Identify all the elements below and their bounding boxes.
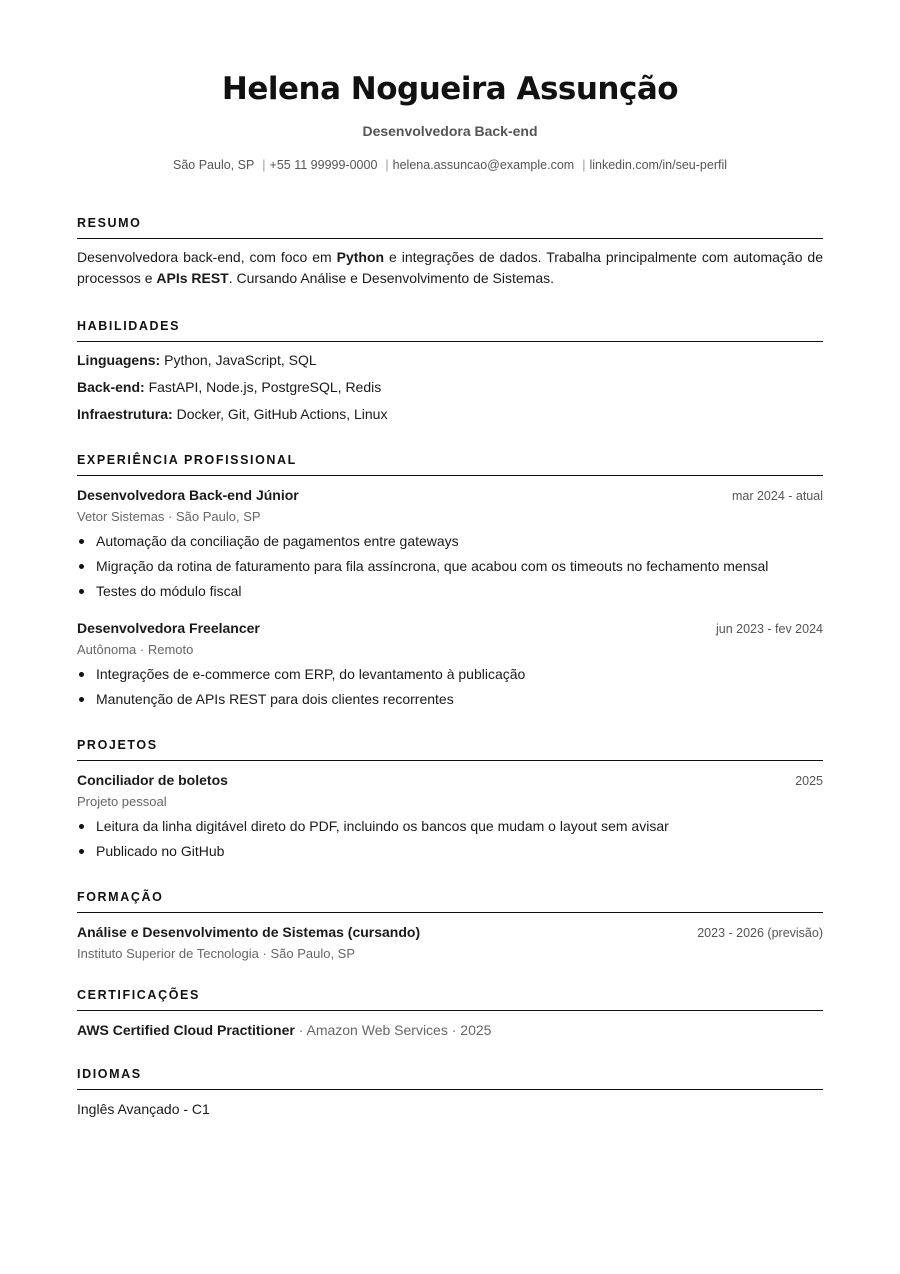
skill-label: Infraestrutura:	[77, 406, 173, 422]
job-company-line: Autônoma · Remoto	[77, 642, 194, 657]
job-header	[77, 486, 823, 504]
section-title: CERTIFICAÇÕES	[77, 988, 823, 1011]
project-bullets	[77, 817, 823, 860]
list-item: Migração da rotina de faturamento para fila assíncrona, que acabou com os timeouts no fechamento mensal	[77, 557, 823, 575]
resume-header	[77, 0, 823, 174]
language-entry: Inglês Avançado - C1	[77, 1101, 210, 1117]
job-header	[77, 619, 823, 637]
summary-part: e integrações de dados. Trabalha principalmente com automação de processos e	[77, 249, 823, 286]
skill-row	[77, 405, 823, 423]
job-company: Autônoma	[77, 642, 137, 657]
section-formacao	[77, 890, 823, 962]
job-date: jun 2023 - fev 2024	[715, 622, 823, 636]
skill-label: Back-end:	[77, 379, 145, 395]
job-entry	[77, 486, 823, 600]
job-bullets	[77, 532, 823, 600]
certification-entry: AWS Certified Cloud Practitioner · Amazon Web Services · 2025	[77, 1022, 492, 1038]
job-location: São Paulo, SP	[176, 509, 261, 524]
project-header	[77, 771, 823, 789]
education-entry	[77, 923, 823, 962]
job-location: Remoto	[147, 642, 194, 657]
skill-row	[77, 378, 823, 396]
section-certificacoes	[77, 988, 823, 1039]
contact-email[interactable]: helena.assuncao@example.com	[392, 158, 575, 172]
section-title: PROJETOS	[77, 738, 823, 761]
project-date: 2025	[795, 774, 823, 788]
list-item: Publicado no GitHub	[77, 842, 823, 860]
job-title: Desenvolvedora Freelancer	[77, 620, 260, 636]
job-entry	[77, 619, 823, 708]
section-title: FORMAÇÃO	[77, 890, 823, 913]
contact-linkedin[interactable]: linkedin.com/in/seu-perfil	[589, 158, 728, 172]
education-institution: Instituto Superior de Tecnologia	[77, 946, 259, 961]
candidate-name: Helena Nogueira Assunção	[221, 71, 679, 107]
skill-value: Docker, Git, GitHub Actions, Linux	[172, 406, 388, 422]
education-date: 2023 - 2026 (previsão)	[697, 926, 823, 940]
job-company: Vetor Sistemas	[77, 509, 165, 524]
section-title: RESUMO	[77, 216, 823, 239]
job-company-line: Vetor Sistemas · São Paulo, SP	[77, 509, 261, 524]
certification-name: AWS Certified Cloud Practitioner	[77, 1022, 295, 1038]
section-title: EXPERIÊNCIA PROFISSIONAL	[77, 453, 823, 476]
project-sub: Projeto pessoal	[77, 794, 167, 809]
section-title: IDIOMAS	[77, 1067, 823, 1090]
list-item: Integrações de e-commerce com ERP, do levantamento à publicação	[77, 665, 823, 683]
list-item: Testes do módulo fiscal	[77, 582, 823, 600]
section-projetos	[77, 738, 823, 860]
skill-row	[77, 351, 823, 369]
list-item: Manutenção de APIs REST para dois clientes recorrentes	[77, 690, 823, 708]
contact-separator: |	[262, 158, 266, 172]
education-institution-line: Instituto Superior de Tecnologia · São Paulo, SP	[77, 946, 356, 961]
summary-part: Desenvolvedora back-end, com foco em	[77, 249, 337, 265]
candidate-role: Desenvolvedora Back-end	[362, 123, 538, 139]
skills-list	[77, 351, 823, 423]
skill-value: FastAPI, Node.js, PostgreSQL, Redis	[144, 379, 382, 395]
skill-label: Linguagens:	[77, 352, 161, 368]
contact-separator: |	[582, 158, 586, 172]
list-item: Leitura da linha digitável direto do PDF, incluindo os bancos que mudam o layout sem avisar	[77, 817, 823, 835]
project-entry	[77, 771, 823, 860]
certification-year: 2025	[460, 1022, 492, 1038]
project-title: Conciliador de boletos	[77, 772, 228, 788]
education-header	[77, 923, 823, 941]
list-item: Automação da conciliação de pagamentos entre gateways	[77, 532, 823, 550]
job-bullets	[77, 665, 823, 708]
section-title: HABILIDADES	[77, 319, 823, 342]
section-habilidades	[77, 319, 823, 423]
certification-issuer: Amazon Web Services	[306, 1022, 448, 1038]
contact-line	[77, 156, 823, 174]
summary-text	[77, 247, 823, 289]
skill-value: Python, JavaScript, SQL	[160, 352, 317, 368]
section-resumo	[77, 216, 823, 289]
contact-separator: |	[385, 158, 389, 172]
summary-highlight: APIs REST	[156, 270, 229, 286]
summary-highlight: Python	[336, 249, 385, 265]
contact-phone: +55 11 99999-0000	[269, 158, 378, 172]
contact-location: São Paulo, SP	[172, 158, 255, 172]
job-title: Desenvolvedora Back-end Júnior	[77, 487, 299, 503]
education-location: São Paulo, SP	[270, 946, 356, 961]
section-idiomas	[77, 1067, 823, 1118]
section-experiencia	[77, 453, 823, 708]
education-title: Análise e Desenvolvimento de Sistemas (cursando)	[77, 924, 421, 940]
summary-part: . Cursando Análise e Desenvolvimento de Sistemas.	[228, 270, 555, 286]
job-date: mar 2024 - atual	[731, 489, 823, 503]
